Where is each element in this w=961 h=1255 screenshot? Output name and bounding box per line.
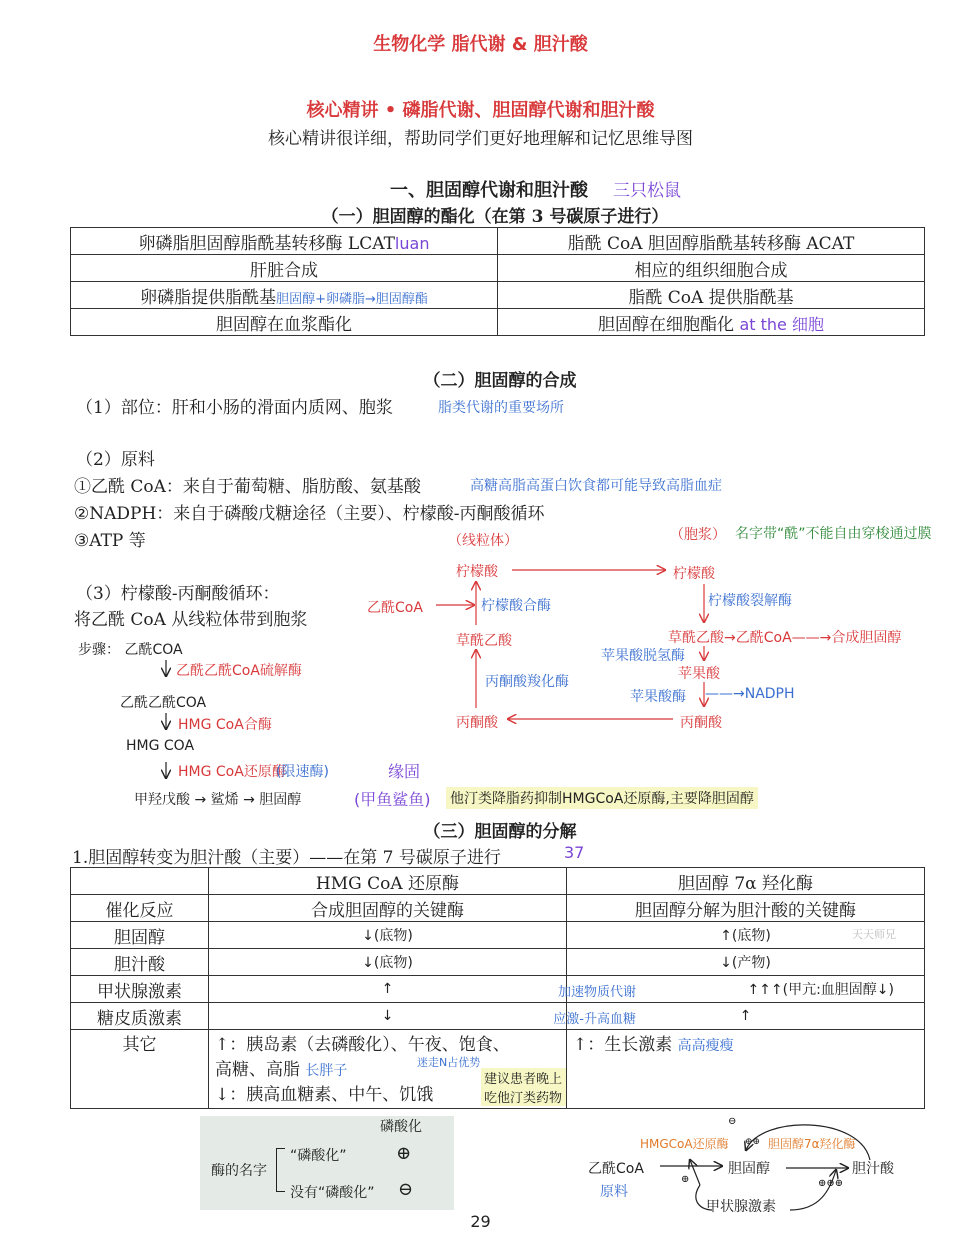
section2-title: （二）胆固醇的合成 xyxy=(423,371,577,391)
intro-title: 核心精讲 • 磷脂代谢、胆固醇代谢和胆汁酸 xyxy=(306,100,655,121)
table-header-cell: 胆固醇 7α 羟化酶 xyxy=(567,868,925,895)
table-cell: ↑ xyxy=(567,1003,925,1030)
section1-title: 一、胆固醇代谢和胆汁酸 xyxy=(390,180,588,201)
reg-thyroid: 甲状腺激素 xyxy=(706,1199,776,1215)
citrate-lyase: 柠檬酸裂解酶 xyxy=(708,593,792,609)
enzyme-box-b: 没有“磷酸化” xyxy=(290,1185,375,1201)
table-cell: 相应的组织细胞合成 xyxy=(498,255,925,282)
thyroid-note: 加速物质代谢 xyxy=(557,985,636,1000)
plus-sign: ⊕ xyxy=(396,1143,412,1164)
statin-note: 他汀类降脂药抑制HMGCoA还原酶,主要降胆固醇 xyxy=(446,787,758,809)
growth-note: 高高瘦瘦 xyxy=(677,1038,734,1054)
table-header-cell: HMG CoA 还原酶 xyxy=(209,868,567,895)
table-cell: ↓(产物) xyxy=(567,949,925,976)
reaction-note: 胆固醇+卵磷脂→胆固醇酯 xyxy=(276,291,428,307)
fat-note: 长胖子 xyxy=(305,1063,348,1079)
midnight-note: 迷走N占优势 xyxy=(417,1056,481,1069)
table-cell: 甲状腺激素 xyxy=(71,976,209,1003)
enzyme-box-label: 酶的名字 xyxy=(211,1163,267,1179)
yuan-note: 缘固 xyxy=(388,762,421,781)
reg-hydroxylase: 胆固醇7α羟化酶 xyxy=(768,1137,856,1151)
reg-chol: 胆固醇 xyxy=(728,1161,770,1177)
pyruvate-left: 丙酮酸 xyxy=(456,715,498,731)
reg-plus3: ⊕⊕⊕ xyxy=(818,1178,844,1189)
at-note: at the 细胞 xyxy=(739,314,824,334)
material-1: ①乙酰 CoA：来自于葡萄糖、脂肪酸、氨基酸 xyxy=(74,477,421,497)
section3-title: （三）胆固醇的分解 xyxy=(423,822,577,842)
cell-text: ↑：生长激素 xyxy=(573,1035,673,1055)
table-cell xyxy=(209,976,636,1003)
other-up-1: ↑：胰岛素（去磷酸化）、午夜、饱食、 xyxy=(215,1035,510,1055)
table-cell xyxy=(209,1003,636,1030)
site-line: （1）部位：肝和小肠的滑面内质网、胞浆 xyxy=(76,398,393,418)
reg-pp: ⊕⊕ xyxy=(745,1137,761,1147)
nadph-label: ——→NADPH xyxy=(705,686,795,702)
cyto-note: 名字带“酰”不能自由穿梭通过膜 xyxy=(735,526,932,542)
step-0: 步骤： 乙酰COA xyxy=(78,642,183,658)
glucocorticoid-note: 应激-升高血糖 xyxy=(553,1012,636,1027)
table-cell: 胆固醇 xyxy=(71,922,209,949)
table-cell: 胆固醇分解为胆汁酸的关键酶 xyxy=(567,895,925,922)
pyruvate-right: 丙酮酸 xyxy=(680,715,722,731)
step-enzyme-2: HMG CoA合酶 xyxy=(178,717,272,733)
table-cell: ↓(底物) xyxy=(209,949,567,976)
luan-note: luan xyxy=(394,233,430,253)
table-row xyxy=(71,922,925,949)
material-title: （2）原料 xyxy=(76,450,155,470)
table-cell xyxy=(567,922,925,949)
table-row xyxy=(71,949,925,976)
table-cell: 脂酰 CoA 胆固醇脂酰基转移酶 ACAT xyxy=(498,228,925,255)
reg-bile: 胆汁酸 xyxy=(852,1161,894,1177)
table-row xyxy=(71,976,925,1003)
table-row xyxy=(71,1003,925,1030)
step-final: 甲羟戊酸 → 鲨烯 → 胆固醇 xyxy=(134,792,302,808)
reg-minus: ⊖ xyxy=(728,1116,737,1127)
malate-label: 苹果酸 xyxy=(678,666,720,682)
enzyme-box-a: “磷酸化” xyxy=(290,1148,347,1164)
cell-text: 卵磷脂提供脂酰基 xyxy=(140,287,277,308)
table-cell: 肝脏合成 xyxy=(71,255,498,282)
cell-text: ↑ xyxy=(381,981,394,997)
citrate-synthase: 柠檬酸合酶 xyxy=(481,598,551,614)
table-cell: ↓(底物) xyxy=(209,922,567,949)
section1-note: 三只松鼠 xyxy=(613,181,681,201)
reg-hmg: HMGCoA还原酶 xyxy=(640,1137,729,1151)
bracket xyxy=(276,1148,285,1192)
material-3: ③ATP 等 xyxy=(74,531,146,551)
table-cell: 胆汁酸 xyxy=(71,949,209,976)
table-cell: 合成胆固醇的关键酶 xyxy=(209,895,567,922)
cell-text: ↓ xyxy=(381,1008,394,1024)
rate-limiting-note: (限速酶) xyxy=(276,764,329,780)
step-2: HMG COA xyxy=(126,738,195,754)
table-cell xyxy=(209,1030,567,1109)
mdh-label: 苹果酸脱氢酶 xyxy=(601,648,685,664)
reg-raw: 原料 xyxy=(600,1184,628,1200)
table-row xyxy=(71,895,925,922)
table-cell xyxy=(567,1030,925,1109)
table-cell: ↑↑↑(甲亢:血胆固醇↓) xyxy=(567,976,925,1003)
watermark: 天天师兄 xyxy=(852,928,896,941)
acetylcoa-label: 乙酰CoA xyxy=(367,600,423,616)
section3-note: 37 xyxy=(564,843,585,862)
table-header-row xyxy=(71,868,925,895)
page-number: 29 xyxy=(470,1212,491,1231)
cycle-title: （3）柠檬酸-丙酮酸循环： xyxy=(76,584,280,604)
cycle-desc: 将乙酰 CoA 从线粒体带到胞浆 xyxy=(74,610,308,630)
cell-text: ↑(底物) xyxy=(720,928,771,944)
minus-sign: ⊖ xyxy=(398,1179,414,1200)
citrate-right: 柠檬酸 xyxy=(673,566,715,582)
malic-enzyme: 苹果酸酶 xyxy=(630,689,686,705)
reg-acetyl: 乙酰CoA xyxy=(588,1161,644,1177)
section1-subtitle: （一）胆固醇的酯化（在第 3 号碳原子进行） xyxy=(321,207,669,227)
table-cell: 胆固醇在血浆酯化 xyxy=(71,309,498,336)
step-1: 乙酰乙酰COA xyxy=(120,695,207,711)
table-cell: 催化反应 xyxy=(71,895,209,922)
cell-text: 高糖、高脂 xyxy=(215,1060,300,1080)
table-row xyxy=(71,1030,925,1109)
section3-line: 1.胆固醇转变为胆汁酸（主要）——在第 7 号碳原子进行 xyxy=(72,848,501,868)
oaa-right-line: 草酰乙酸→乙酰CoA——→合成胆固醇 xyxy=(668,630,902,646)
material-2: ②NADPH：来自于磷酸戊糖途径（主要）、柠檬酸-丙酮酸循环 xyxy=(74,504,545,524)
degradation-table xyxy=(70,867,925,1109)
cyto-label: （胞浆） xyxy=(670,527,726,543)
cell-text: 胆固醇在细胞酯化 xyxy=(598,314,735,335)
other-down: ↓：胰高血糖素、中午、饥饿 xyxy=(215,1085,434,1105)
enzyme-box-top: 磷酸化 xyxy=(380,1119,422,1135)
intro-subtitle: 核心精讲很详细，帮助同学们更好地理解和记忆思维导图 xyxy=(268,129,693,149)
page-header: 生物化学 脂代谢 & 胆汁酸 xyxy=(373,34,588,55)
table-cell: 脂酰 CoA 提供脂酰基 xyxy=(498,282,925,309)
step-enzyme-3: HMG CoA还原酶 xyxy=(178,764,286,780)
step-enzyme-1: 乙酰乙酰CoA硫解酶 xyxy=(176,663,302,679)
oaa-left: 草酰乙酸 xyxy=(456,633,512,649)
advice-note: 建议患者晚上吃他汀类药物 xyxy=(481,1068,566,1106)
cell-text: 卵磷脂胆固醇脂酰基转移酶 LCAT xyxy=(138,233,395,254)
reg-plus: ⊕ xyxy=(681,1174,690,1185)
table-cell: 其它 xyxy=(71,1030,209,1109)
table-header-cell xyxy=(71,868,209,895)
pc-label: 丙酮酸羧化酶 xyxy=(485,674,569,690)
material-1-note: 高糖高脂高蛋白饮食都可能导致高脂血症 xyxy=(470,478,722,494)
mito-label: （线粒体） xyxy=(448,533,518,549)
citrate-left: 柠檬酸 xyxy=(456,564,498,580)
site-note: 脂类代谢的重要场所 xyxy=(438,400,564,416)
table-cell: 糖皮质激素 xyxy=(71,1003,209,1030)
step-final-paren: (甲鱼鲨鱼) xyxy=(354,790,431,809)
